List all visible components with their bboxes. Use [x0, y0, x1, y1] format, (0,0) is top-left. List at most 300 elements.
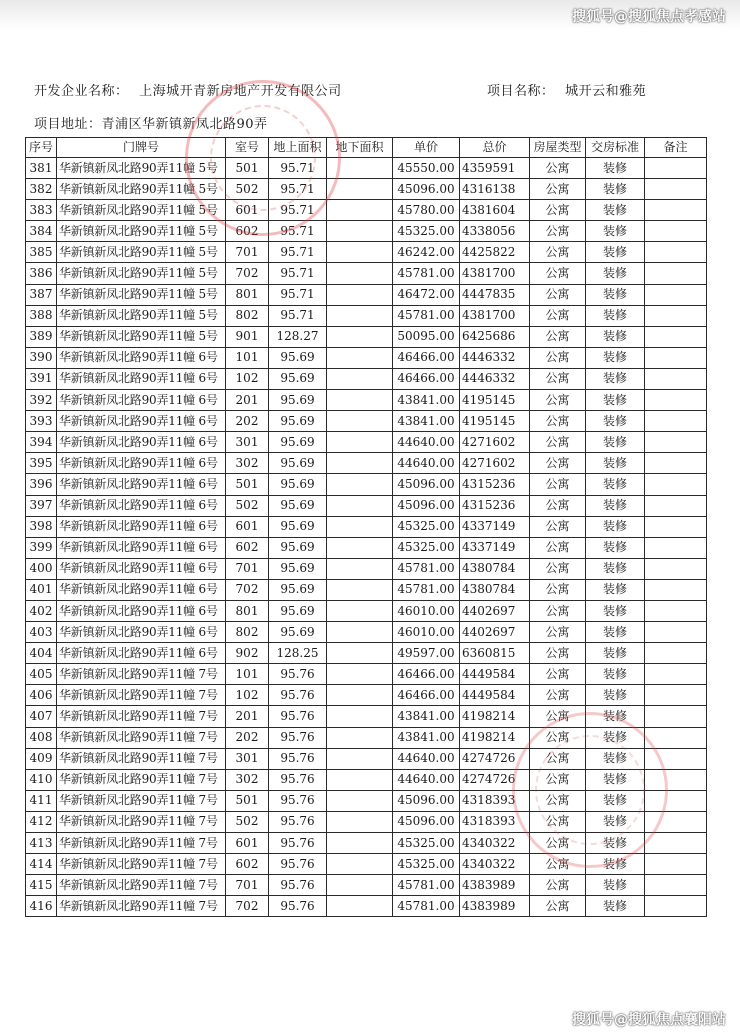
- cell-underground-area: [327, 284, 393, 305]
- cell-delivery-standard: 装修: [586, 854, 645, 875]
- cell-area: 95.71: [269, 284, 327, 305]
- table-row: [26, 390, 707, 411]
- cell-underground-area: [327, 748, 393, 769]
- table-row: [26, 664, 707, 685]
- cell-total-price: 4318393: [460, 811, 530, 832]
- cell-remark: [645, 537, 707, 558]
- cell-unit-price: 45325.00: [393, 516, 460, 537]
- table-row: [26, 305, 707, 326]
- table-row: [26, 326, 707, 347]
- cell-house-type: 公寓: [530, 453, 586, 474]
- cell-underground-area: [327, 790, 393, 811]
- cell-underground-area: [327, 706, 393, 727]
- cell-underground-area: [327, 347, 393, 368]
- table-row: [26, 811, 707, 832]
- col-header-total-price: 总价: [460, 138, 530, 158]
- cell-remark: [645, 158, 707, 179]
- cell-total-price: 4198214: [460, 727, 530, 748]
- cell-house-type: 公寓: [530, 179, 586, 200]
- cell-seq: 387: [26, 284, 57, 305]
- cell-seq: 410: [26, 769, 57, 790]
- cell-unit-price: 44640.00: [393, 769, 460, 790]
- cell-room: 701: [226, 558, 269, 579]
- cell-seq: 388: [26, 305, 57, 326]
- cell-unit-price: 46466.00: [393, 664, 460, 685]
- col-header-unit-price: 单价: [393, 138, 460, 158]
- cell-underground-area: [327, 622, 393, 643]
- cell-room: 801: [226, 284, 269, 305]
- cell-unit-price: 45780.00: [393, 200, 460, 221]
- cell-delivery-standard: 装修: [586, 411, 645, 432]
- col-header-area: 地上面积: [269, 138, 327, 158]
- cell-door-number: 华新镇新凤北路90弄11幢 5号: [57, 305, 226, 326]
- cell-door-number: 华新镇新凤北路90弄11幢 6号: [57, 474, 226, 495]
- address-value: 青浦区华新镇新凤北路90弄: [101, 117, 268, 132]
- cell-delivery-standard: 装修: [586, 263, 645, 284]
- cell-underground-area: [327, 875, 393, 896]
- cell-area: 95.69: [269, 368, 327, 389]
- cell-door-number: 华新镇新凤北路90弄11幢 7号: [57, 727, 226, 748]
- cell-seq: 392: [26, 390, 57, 411]
- cell-underground-area: [327, 664, 393, 685]
- cell-room: 501: [226, 790, 269, 811]
- cell-area: 95.69: [269, 516, 327, 537]
- cell-seq: 408: [26, 727, 57, 748]
- cell-underground-area: [327, 390, 393, 411]
- table-row: [26, 453, 707, 474]
- cell-area: 95.76: [269, 896, 327, 917]
- cell-delivery-standard: 装修: [586, 242, 645, 263]
- cell-room: 502: [226, 495, 269, 516]
- cell-house-type: 公寓: [530, 284, 586, 305]
- cell-room: 602: [226, 854, 269, 875]
- cell-house-type: 公寓: [530, 411, 586, 432]
- cell-room: 302: [226, 453, 269, 474]
- cell-seq: 385: [26, 242, 57, 263]
- cell-room: 701: [226, 875, 269, 896]
- table-row: [26, 833, 707, 854]
- col-header-door: 门牌号: [57, 138, 226, 158]
- cell-door-number: 华新镇新凤北路90弄11幢 5号: [57, 263, 226, 284]
- table-row: [26, 158, 707, 179]
- cell-door-number: 华新镇新凤北路90弄11幢 5号: [57, 221, 226, 242]
- cell-total-price: 4383989: [460, 896, 530, 917]
- table-row: [26, 854, 707, 875]
- cell-area: 95.69: [269, 558, 327, 579]
- cell-underground-area: [327, 221, 393, 242]
- cell-area: 95.69: [269, 600, 327, 621]
- cell-door-number: 华新镇新凤北路90弄11幢 5号: [57, 326, 226, 347]
- cell-seq: 412: [26, 811, 57, 832]
- cell-house-type: 公寓: [530, 685, 586, 706]
- cell-seq: 390: [26, 347, 57, 368]
- cell-door-number: 华新镇新凤北路90弄11幢 6号: [57, 643, 226, 664]
- cell-house-type: 公寓: [530, 727, 586, 748]
- cell-seq: 393: [26, 411, 57, 432]
- cell-unit-price: 46466.00: [393, 685, 460, 706]
- cell-delivery-standard: 装修: [586, 158, 645, 179]
- cell-total-price: 4447835: [460, 284, 530, 305]
- cell-room: 201: [226, 706, 269, 727]
- cell-area: 95.69: [269, 579, 327, 600]
- cell-door-number: 华新镇新凤北路90弄11幢 7号: [57, 769, 226, 790]
- cell-seq: 395: [26, 453, 57, 474]
- cell-area: 95.69: [269, 432, 327, 453]
- cell-door-number: 华新镇新凤北路90弄11幢 7号: [57, 664, 226, 685]
- cell-remark: [645, 221, 707, 242]
- table-row: [26, 221, 707, 242]
- cell-seq: 391: [26, 368, 57, 389]
- cell-unit-price: 44640.00: [393, 453, 460, 474]
- cell-door-number: 华新镇新凤北路90弄11幢 7号: [57, 790, 226, 811]
- cell-total-price: 4340322: [460, 833, 530, 854]
- cell-remark: [645, 748, 707, 769]
- cell-room: 702: [226, 896, 269, 917]
- cell-underground-area: [327, 558, 393, 579]
- col-header-house-type: 房屋类型: [530, 138, 586, 158]
- cell-remark: [645, 896, 707, 917]
- cell-room: 601: [226, 833, 269, 854]
- cell-door-number: 华新镇新凤北路90弄11幢 6号: [57, 537, 226, 558]
- cell-remark: [645, 875, 707, 896]
- cell-delivery-standard: 装修: [586, 685, 645, 706]
- cell-area: 95.69: [269, 411, 327, 432]
- cell-total-price: 4381700: [460, 305, 530, 326]
- address-line: [34, 113, 268, 132]
- project-value: 城开云和雅苑: [565, 84, 647, 99]
- cell-area: 95.76: [269, 875, 327, 896]
- cell-underground-area: [327, 263, 393, 284]
- cell-remark: [645, 854, 707, 875]
- cell-unit-price: 46466.00: [393, 368, 460, 389]
- cell-total-price: 4402697: [460, 600, 530, 621]
- cell-total-price: 4271602: [460, 453, 530, 474]
- cell-remark: [645, 474, 707, 495]
- table-row: [26, 263, 707, 284]
- cell-room: 902: [226, 643, 269, 664]
- table-row: [26, 368, 707, 389]
- cell-seq: 394: [26, 432, 57, 453]
- cell-house-type: 公寓: [530, 158, 586, 179]
- cell-door-number: 华新镇新凤北路90弄11幢 6号: [57, 390, 226, 411]
- watermark-bottom: 搜狐号@搜狐焦点襄阳站: [572, 1012, 726, 1028]
- cell-underground-area: [327, 600, 393, 621]
- cell-total-price: 4359591: [460, 158, 530, 179]
- cell-room: 801: [226, 600, 269, 621]
- cell-door-number: 华新镇新凤北路90弄11幢 6号: [57, 432, 226, 453]
- cell-area: 95.76: [269, 727, 327, 748]
- project-line: [487, 80, 646, 99]
- cell-total-price: 4449584: [460, 664, 530, 685]
- cell-seq: 384: [26, 221, 57, 242]
- cell-remark: [645, 643, 707, 664]
- cell-room: 802: [226, 622, 269, 643]
- cell-remark: [645, 326, 707, 347]
- cell-total-price: 4381604: [460, 200, 530, 221]
- cell-remark: [645, 727, 707, 748]
- cell-delivery-standard: 装修: [586, 600, 645, 621]
- cell-house-type: 公寓: [530, 833, 586, 854]
- cell-total-price: 4315236: [460, 474, 530, 495]
- table-row: [26, 643, 707, 664]
- cell-underground-area: [327, 242, 393, 263]
- table-row: [26, 579, 707, 600]
- cell-unit-price: 44640.00: [393, 432, 460, 453]
- cell-door-number: 华新镇新凤北路90弄11幢 5号: [57, 158, 226, 179]
- cell-remark: [645, 706, 707, 727]
- cell-remark: [645, 200, 707, 221]
- cell-door-number: 华新镇新凤北路90弄11幢 7号: [57, 875, 226, 896]
- cell-unit-price: 45781.00: [393, 579, 460, 600]
- table-row: [26, 179, 707, 200]
- cell-total-price: 4271602: [460, 432, 530, 453]
- cell-area: 95.71: [269, 179, 327, 200]
- cell-area: 95.69: [269, 474, 327, 495]
- cell-unit-price: 45781.00: [393, 305, 460, 326]
- cell-area: 95.76: [269, 854, 327, 875]
- cell-area: 95.69: [269, 495, 327, 516]
- cell-seq: 405: [26, 664, 57, 685]
- table-row: [26, 769, 707, 790]
- cell-door-number: 华新镇新凤北路90弄11幢 6号: [57, 600, 226, 621]
- cell-total-price: 4274726: [460, 748, 530, 769]
- watermark-top: 搜狐号@搜狐焦点孝感站: [572, 9, 726, 25]
- cell-area: 95.76: [269, 706, 327, 727]
- table-row: [26, 474, 707, 495]
- cell-unit-price: 45096.00: [393, 495, 460, 516]
- cell-unit-price: 50095.00: [393, 326, 460, 347]
- cell-total-price: 4380784: [460, 579, 530, 600]
- cell-door-number: 华新镇新凤北路90弄11幢 5号: [57, 242, 226, 263]
- cell-underground-area: [327, 200, 393, 221]
- cell-underground-area: [327, 833, 393, 854]
- cell-door-number: 华新镇新凤北路90弄11幢 5号: [57, 200, 226, 221]
- cell-remark: [645, 453, 707, 474]
- cell-underground-area: [327, 643, 393, 664]
- cell-delivery-standard: 装修: [586, 284, 645, 305]
- cell-house-type: 公寓: [530, 537, 586, 558]
- cell-underground-area: [327, 727, 393, 748]
- cell-unit-price: 45325.00: [393, 854, 460, 875]
- table-row: [26, 516, 707, 537]
- cell-remark: [645, 347, 707, 368]
- cell-house-type: 公寓: [530, 516, 586, 537]
- cell-seq: 404: [26, 643, 57, 664]
- cell-seq: 401: [26, 579, 57, 600]
- cell-remark: [645, 390, 707, 411]
- cell-room: 602: [226, 537, 269, 558]
- cell-delivery-standard: 装修: [586, 558, 645, 579]
- table-row: [26, 537, 707, 558]
- cell-remark: [645, 622, 707, 643]
- cell-unit-price: 46010.00: [393, 600, 460, 621]
- cell-unit-price: 43841.00: [393, 727, 460, 748]
- cell-area: 95.71: [269, 158, 327, 179]
- cell-underground-area: [327, 537, 393, 558]
- cell-unit-price: 44640.00: [393, 748, 460, 769]
- cell-door-number: 华新镇新凤北路90弄11幢 6号: [57, 579, 226, 600]
- cell-total-price: 4449584: [460, 685, 530, 706]
- cell-house-type: 公寓: [530, 368, 586, 389]
- cell-house-type: 公寓: [530, 495, 586, 516]
- developer-line: [34, 80, 342, 99]
- cell-door-number: 华新镇新凤北路90弄11幢 6号: [57, 558, 226, 579]
- cell-seq: 399: [26, 537, 57, 558]
- cell-delivery-standard: 装修: [586, 811, 645, 832]
- cell-seq: 383: [26, 200, 57, 221]
- cell-house-type: 公寓: [530, 305, 586, 326]
- table-row: [26, 200, 707, 221]
- cell-room: 202: [226, 411, 269, 432]
- table-row: [26, 685, 707, 706]
- cell-unit-price: 45781.00: [393, 875, 460, 896]
- cell-total-price: 4340322: [460, 854, 530, 875]
- cell-total-price: 4446332: [460, 368, 530, 389]
- cell-area: 95.76: [269, 811, 327, 832]
- cell-underground-area: [327, 158, 393, 179]
- cell-area: 95.71: [269, 305, 327, 326]
- cell-seq: 415: [26, 875, 57, 896]
- cell-delivery-standard: 装修: [586, 368, 645, 389]
- cell-room: 601: [226, 200, 269, 221]
- table-row: [26, 790, 707, 811]
- cell-total-price: 4337149: [460, 537, 530, 558]
- cell-area: 128.25: [269, 643, 327, 664]
- cell-house-type: 公寓: [530, 811, 586, 832]
- cell-door-number: 华新镇新凤北路90弄11幢 7号: [57, 833, 226, 854]
- cell-house-type: 公寓: [530, 579, 586, 600]
- cell-underground-area: [327, 474, 393, 495]
- cell-total-price: 4318393: [460, 790, 530, 811]
- table-row: [26, 432, 707, 453]
- table-header-row: [26, 138, 707, 158]
- cell-room: 101: [226, 347, 269, 368]
- cell-room: 602: [226, 221, 269, 242]
- cell-seq: 413: [26, 833, 57, 854]
- cell-house-type: 公寓: [530, 242, 586, 263]
- cell-underground-area: [327, 811, 393, 832]
- cell-remark: [645, 411, 707, 432]
- cell-room: 301: [226, 432, 269, 453]
- cell-delivery-standard: 装修: [586, 748, 645, 769]
- cell-remark: [645, 833, 707, 854]
- cell-door-number: 华新镇新凤北路90弄11幢 7号: [57, 685, 226, 706]
- cell-remark: [645, 432, 707, 453]
- cell-seq: 396: [26, 474, 57, 495]
- cell-seq: 409: [26, 748, 57, 769]
- cell-house-type: 公寓: [530, 200, 586, 221]
- table-row: [26, 242, 707, 263]
- cell-area: 95.71: [269, 242, 327, 263]
- cell-room: 502: [226, 811, 269, 832]
- cell-delivery-standard: 装修: [586, 790, 645, 811]
- cell-delivery-standard: 装修: [586, 390, 645, 411]
- cell-delivery-standard: 装修: [586, 896, 645, 917]
- cell-remark: [645, 685, 707, 706]
- cell-room: 501: [226, 474, 269, 495]
- cell-unit-price: 45325.00: [393, 833, 460, 854]
- cell-seq: 407: [26, 706, 57, 727]
- cell-area: 95.76: [269, 769, 327, 790]
- cell-underground-area: [327, 516, 393, 537]
- table-row: [26, 875, 707, 896]
- cell-house-type: 公寓: [530, 706, 586, 727]
- cell-room: 302: [226, 769, 269, 790]
- cell-total-price: 4337149: [460, 516, 530, 537]
- cell-door-number: 华新镇新凤北路90弄11幢 6号: [57, 516, 226, 537]
- cell-room: 202: [226, 727, 269, 748]
- cell-seq: 406: [26, 685, 57, 706]
- cell-house-type: 公寓: [530, 664, 586, 685]
- cell-room: 601: [226, 516, 269, 537]
- cell-total-price: 4315236: [460, 495, 530, 516]
- cell-delivery-standard: 装修: [586, 200, 645, 221]
- cell-delivery-standard: 装修: [586, 727, 645, 748]
- cell-remark: [645, 368, 707, 389]
- cell-room: 102: [226, 368, 269, 389]
- cell-area: 95.69: [269, 537, 327, 558]
- cell-delivery-standard: 装修: [586, 221, 645, 242]
- cell-seq: 398: [26, 516, 57, 537]
- cell-underground-area: [327, 368, 393, 389]
- cell-delivery-standard: 装修: [586, 516, 645, 537]
- cell-unit-price: 46472.00: [393, 284, 460, 305]
- cell-seq: 411: [26, 790, 57, 811]
- cell-house-type: 公寓: [530, 326, 586, 347]
- cell-door-number: 华新镇新凤北路90弄11幢 6号: [57, 453, 226, 474]
- cell-unit-price: 43841.00: [393, 411, 460, 432]
- cell-area: 95.76: [269, 685, 327, 706]
- table-row: [26, 347, 707, 368]
- cell-unit-price: 45096.00: [393, 811, 460, 832]
- cell-house-type: 公寓: [530, 875, 586, 896]
- cell-room: 901: [226, 326, 269, 347]
- cell-door-number: 华新镇新凤北路90弄11幢 7号: [57, 854, 226, 875]
- cell-remark: [645, 495, 707, 516]
- cell-underground-area: [327, 854, 393, 875]
- cell-area: 95.69: [269, 347, 327, 368]
- cell-underground-area: [327, 179, 393, 200]
- cell-underground-area: [327, 495, 393, 516]
- cell-door-number: 华新镇新凤北路90弄11幢 6号: [57, 622, 226, 643]
- cell-remark: [645, 811, 707, 832]
- col-header-delivery-standard: 交房标准: [586, 138, 645, 158]
- table-row: [26, 706, 707, 727]
- cell-area: 95.69: [269, 453, 327, 474]
- cell-unit-price: 45325.00: [393, 221, 460, 242]
- cell-unit-price: 45325.00: [393, 537, 460, 558]
- cell-unit-price: 45781.00: [393, 263, 460, 284]
- cell-unit-price: 46466.00: [393, 347, 460, 368]
- cell-area: 95.69: [269, 622, 327, 643]
- cell-house-type: 公寓: [530, 790, 586, 811]
- cell-house-type: 公寓: [530, 748, 586, 769]
- cell-seq: 416: [26, 896, 57, 917]
- cell-unit-price: 43841.00: [393, 706, 460, 727]
- cell-door-number: 华新镇新凤北路90弄11幢 5号: [57, 179, 226, 200]
- cell-seq: 403: [26, 622, 57, 643]
- cell-total-price: 4195145: [460, 390, 530, 411]
- cell-door-number: 华新镇新凤北路90弄11幢 5号: [57, 284, 226, 305]
- cell-area: 95.71: [269, 221, 327, 242]
- cell-area: 95.76: [269, 833, 327, 854]
- cell-house-type: 公寓: [530, 643, 586, 664]
- cell-unit-price: 45096.00: [393, 474, 460, 495]
- project-label: 项目名称：: [487, 84, 555, 99]
- cell-underground-area: [327, 411, 393, 432]
- cell-delivery-standard: 装修: [586, 706, 645, 727]
- cell-unit-price: 46010.00: [393, 622, 460, 643]
